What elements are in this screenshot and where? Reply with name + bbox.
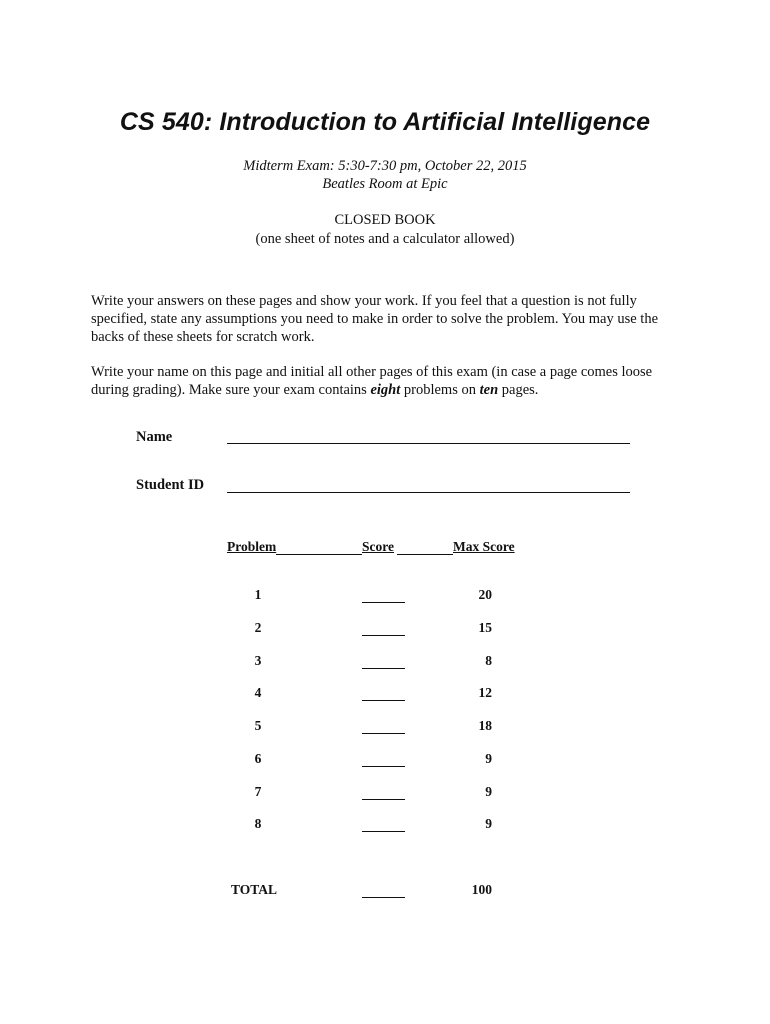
- column-header-score: Score: [362, 539, 394, 554]
- column-header-problem: Problem: [227, 539, 277, 554]
- page-count-emphasis: ten: [479, 382, 499, 398]
- problem-count-emphasis: eight: [370, 382, 401, 398]
- instructions-text: pages.: [498, 382, 539, 398]
- score-blank[interactable]: [362, 718, 405, 734]
- problem-number: 4: [254, 685, 262, 700]
- name-label: Name: [136, 429, 173, 445]
- max-score: 9: [485, 784, 492, 799]
- total-max-score: 100: [471, 882, 492, 897]
- score-blank[interactable]: [362, 620, 405, 636]
- column-header-max-score: Max Score: [453, 539, 515, 554]
- problem-number: 5: [254, 718, 262, 733]
- total-score-blank[interactable]: [362, 882, 405, 898]
- header-divider: [276, 554, 362, 555]
- exam-room-line: Beatles Room at Epic: [322, 176, 448, 192]
- instructions-text: problems on: [400, 382, 480, 398]
- problem-number: 8: [254, 816, 262, 831]
- problem-number: 2: [254, 620, 262, 635]
- problem-number: 3: [254, 653, 262, 668]
- name-field[interactable]: [227, 426, 630, 444]
- problem-number: 7: [254, 784, 262, 799]
- allowed-materials-notice: (one sheet of notes and a calculator allowed): [255, 231, 515, 247]
- score-blank[interactable]: [362, 784, 405, 800]
- exam-time-line: Midterm Exam: 5:30-7:30 pm, October 22, 2015: [243, 158, 527, 174]
- page-title: CS 540: Introduction to Artificial Intelligence: [119, 108, 651, 136]
- problem-number: 6: [254, 751, 262, 766]
- max-score: 12: [478, 685, 492, 700]
- max-score: 18: [478, 718, 492, 733]
- score-blank[interactable]: [362, 653, 405, 669]
- score-blank[interactable]: [362, 816, 405, 832]
- closed-book-notice: CLOSED BOOK: [334, 212, 436, 228]
- instructions-paragraph-1: Write your answers on these pages and show your work. If you feel that a question is not fully specified, state any assumptions you need to make in order to solve the problem. You may use the backs of these sheets for scratch work.: [91, 293, 659, 345]
- max-score: 9: [485, 751, 492, 766]
- score-blank[interactable]: [362, 751, 405, 767]
- instructions-paragraph-2: [91, 363, 691, 399]
- header-divider: [397, 554, 453, 555]
- max-score: 20: [478, 587, 492, 602]
- instructions-text: Write your name on this page and initial all other pages of this exam (in case a page comes loose during grading). Make sure your exam contains: [91, 364, 653, 398]
- max-score: 15: [478, 620, 492, 635]
- max-score: 8: [485, 653, 492, 668]
- total-label: TOTAL: [231, 882, 278, 897]
- problem-number: 1: [254, 587, 262, 602]
- max-score: 9: [485, 816, 492, 831]
- score-blank[interactable]: [362, 587, 405, 603]
- student-id-field[interactable]: [227, 475, 630, 493]
- student-id-label: Student ID: [136, 477, 205, 493]
- score-blank[interactable]: [362, 685, 405, 701]
